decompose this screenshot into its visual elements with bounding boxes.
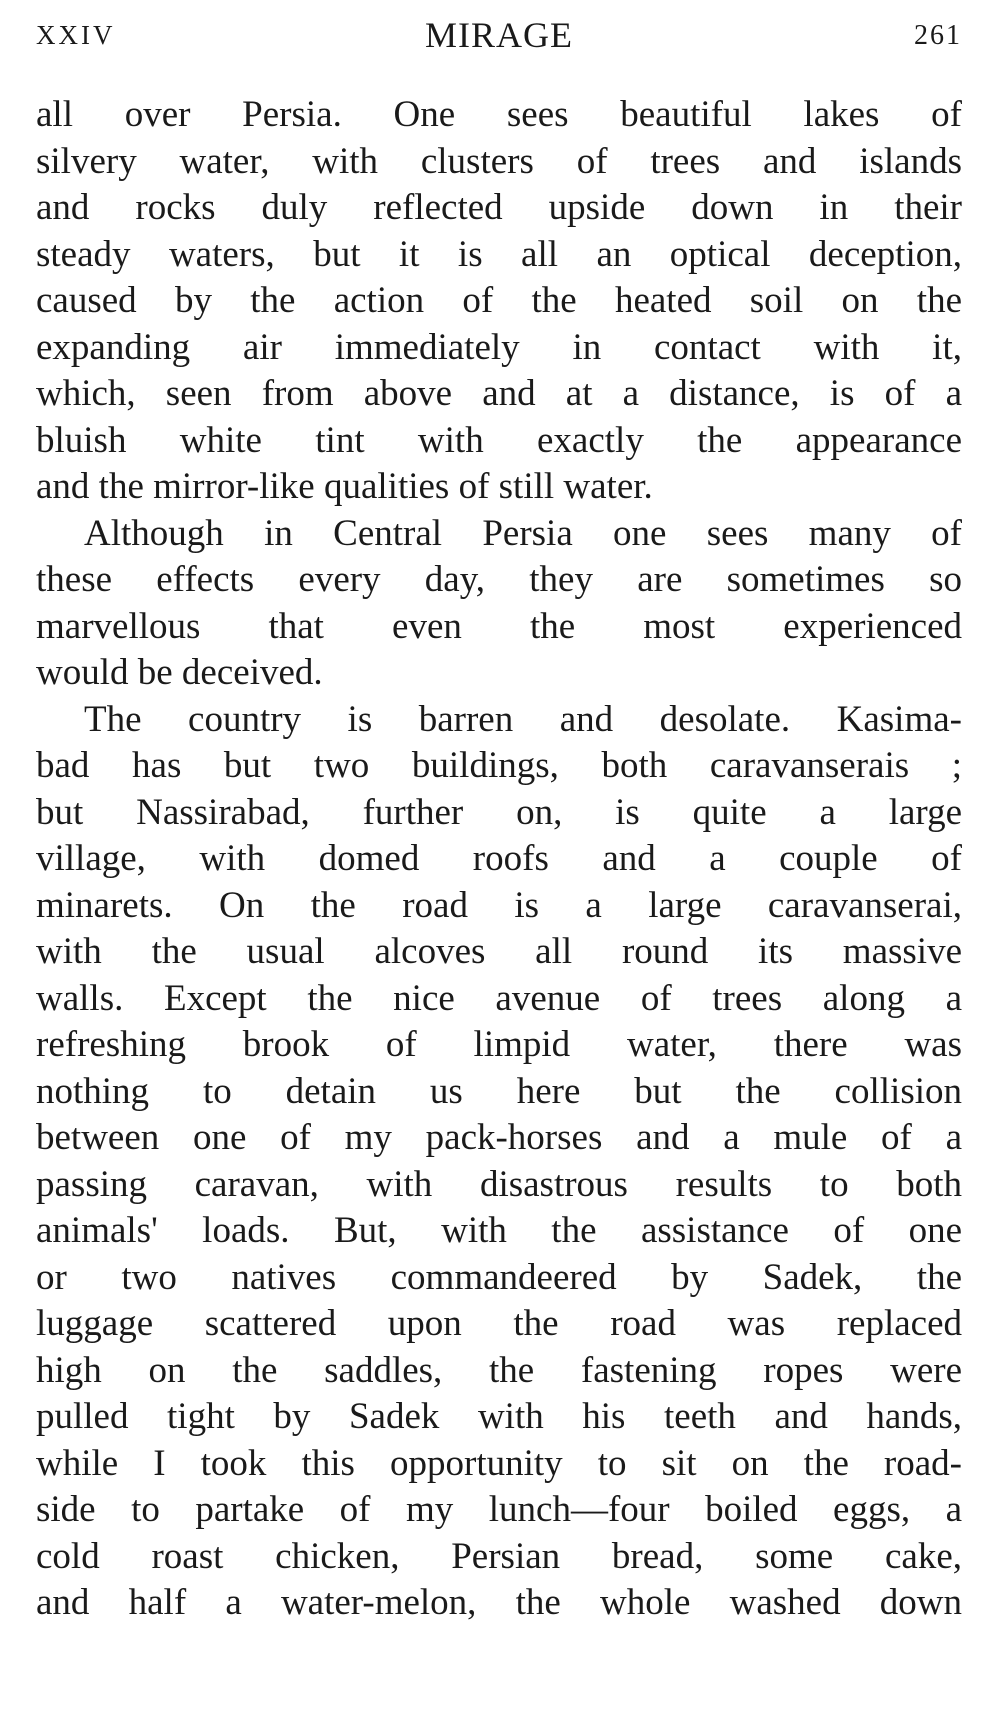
text-line: bad has but two buildings, both caravanserais ;: [36, 745, 962, 786]
text-line: while I took this opportunity to sit on the road-: [36, 1442, 962, 1484]
chapter-number: XXIV: [36, 20, 116, 50]
text-line: marvellous that even the most experienced: [36, 605, 962, 647]
text-line: these effects every day, they are sometimes so: [36, 559, 962, 600]
text-line: pulled tight by Sadek with his teeth and hands,: [36, 1396, 962, 1437]
text-line: caused by the action of the heated soil on the: [36, 280, 962, 321]
text-line: luggage scattered upon the road was replaced: [36, 1303, 962, 1344]
text-line: The country is barren and desolate. Kasima-: [84, 698, 962, 740]
text-line: between one of my pack-horses and a mule of a: [36, 1117, 962, 1158]
text-line: steady waters, but it is all an optical deception,: [36, 233, 962, 275]
text-line: but Nassirabad, further on, is quite a large: [36, 791, 962, 833]
chapter-title: MIRAGE: [425, 15, 573, 55]
text-line: walls. Except the nice avenue of trees along a: [36, 977, 962, 1019]
paragraph-2: [36, 511, 962, 697]
text-line: and the mirror-like qualities of still water.: [36, 466, 653, 507]
text-line: side to partake of my lunch—four boiled eggs, a: [36, 1489, 962, 1530]
text-line: expanding air immediately in contact with it,: [36, 326, 962, 368]
paragraph-1: [36, 92, 962, 511]
text-line: all over Persia. One sees beautiful lakes of: [36, 94, 962, 135]
text-line: Although in Central Persia one sees many of: [84, 512, 962, 554]
text-line: minarets. On the road is a large caravanserai,: [36, 884, 962, 926]
text-line: with the usual alcoves all round its massive: [36, 931, 962, 972]
text-line: high on the saddles, the fastening ropes were: [36, 1349, 962, 1391]
paragraph-3: [36, 697, 962, 1627]
running-head: [36, 6, 962, 66]
text-line: nothing to detain us here but the collision: [36, 1070, 962, 1112]
body-text: [36, 92, 962, 1627]
text-line: and rocks duly reflected upside down in their: [36, 187, 962, 228]
book-page: [36, 0, 962, 1709]
text-line: cold roast chicken, Persian bread, some cake,: [36, 1535, 962, 1577]
text-line: which, seen from above and at a distance, is of a: [36, 373, 962, 414]
text-line: and half a water-melon, the whole washed down: [36, 1582, 962, 1623]
text-line: refreshing brook of limpid water, there was: [36, 1024, 962, 1065]
text-line: would be deceived.: [36, 652, 323, 693]
text-line: bluish white tint with exactly the appearance: [36, 419, 962, 461]
text-line: silvery water, with clusters of trees and islands: [36, 140, 962, 182]
text-line: village, with domed roofs and a couple of: [36, 838, 962, 879]
text-line: or two natives commandeered by Sadek, the: [36, 1256, 962, 1298]
text-line: passing caravan, with disastrous results to both: [36, 1163, 962, 1205]
text-line: animals' loads. But, with the assistance of one: [36, 1210, 962, 1251]
page-number: 261: [914, 20, 962, 51]
